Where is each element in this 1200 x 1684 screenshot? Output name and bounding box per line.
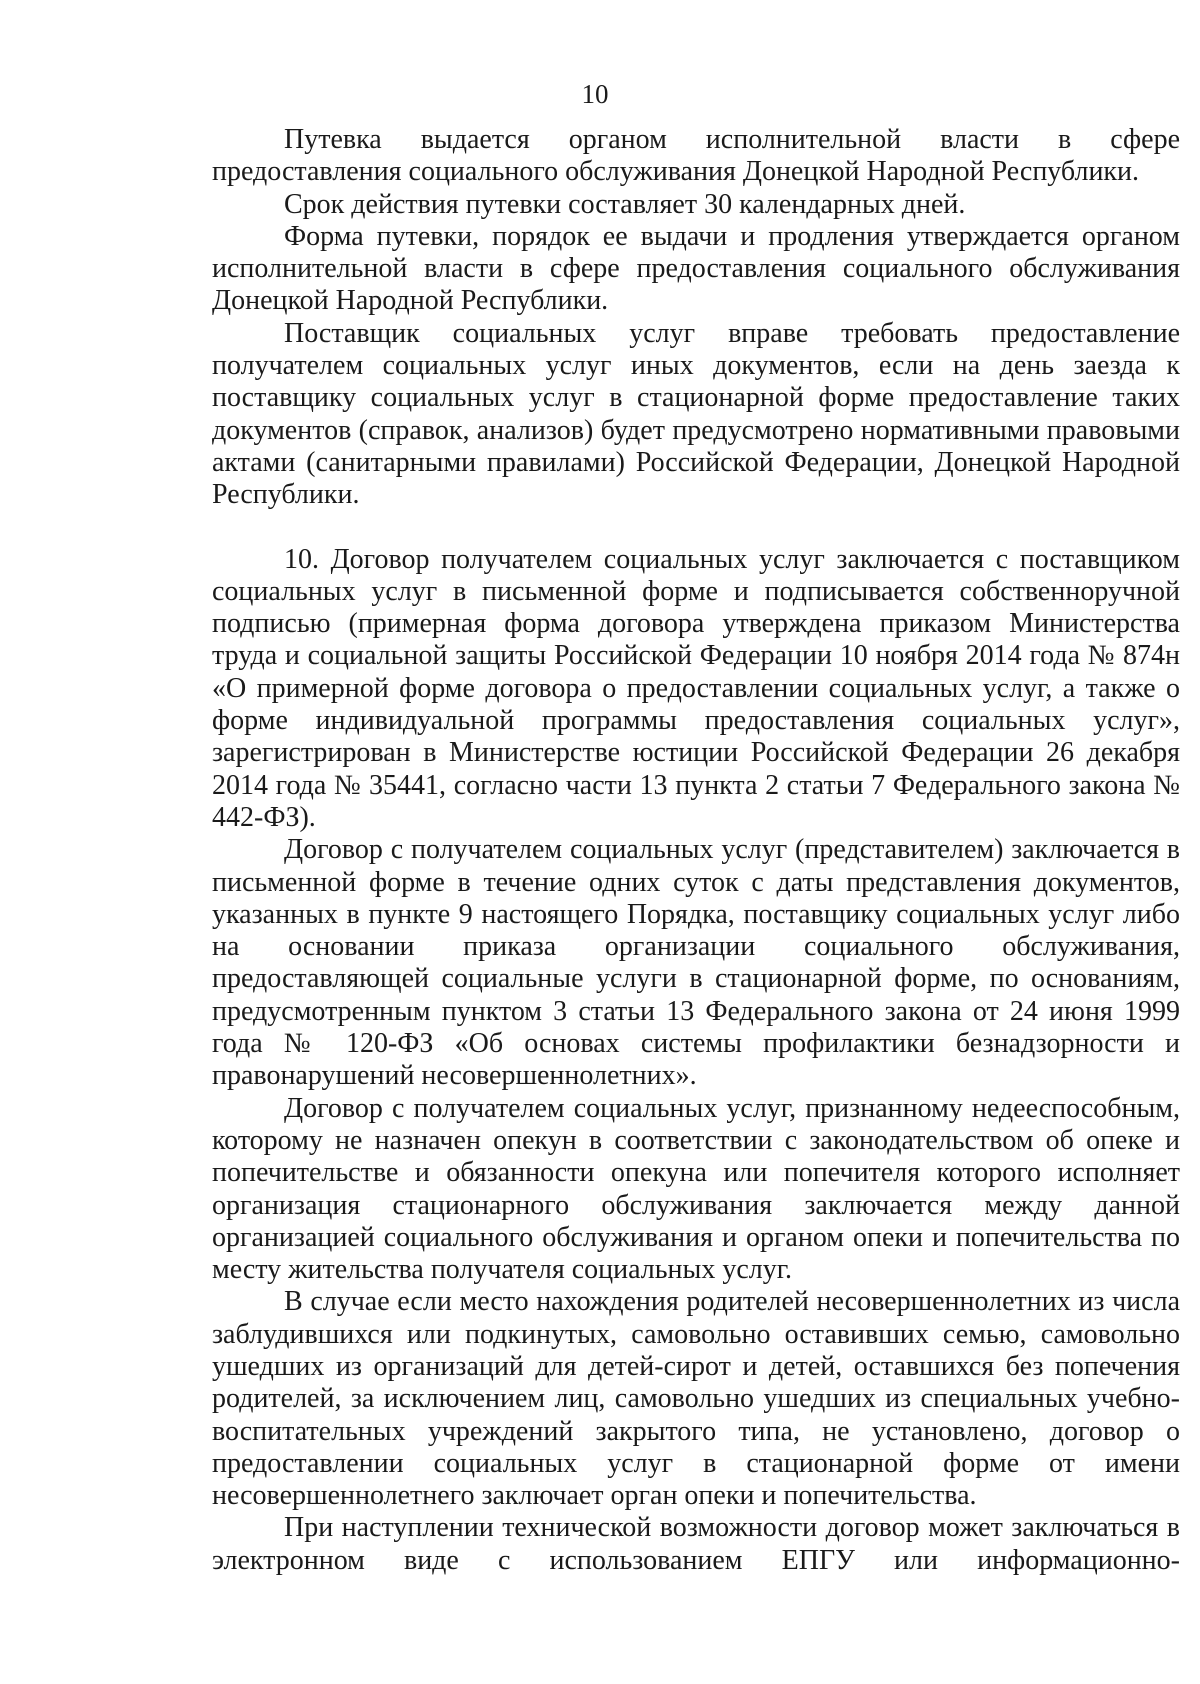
paragraph-section-10-contract: 10. Договор получателем социальных услуг заключается с поставщиком социальных услуг в письменной форме и подписывается собственноручной подписью (примерная форма договора утверждена приказом Министерства труда и социальной защиты Российской Федерации 10 ноября 2014 года № 874н «О примерной форме договора о предоставлении социальных услуг, а также о форме индивидуальной программы предоставления социальных услуг», зарегистрирован в Министерстве юстиции Российской Федерации 26 декабря 2014 года № 35441, согласно части 13 пункта 2 статьи 7 Федерального закона № 442-ФЗ). (212, 543, 1180, 833)
paragraph-electronic-contract: При наступлении технической возможности договор может заключаться в электронном виде с использованием ЕПГУ или информационно- (212, 1512, 1180, 1576)
page-number: 10 (581, 79, 609, 109)
paragraph-contract-representative: Договор с получателем социальных услуг (представителем) заключается в письменной форме в течение одних суток с даты представления документов, указанных в пункте 9 настоящего Порядка, поставщику социальных услуг либо на основании приказа организации социального обслуживания, предоставляющей социальные услуги в стационарной форме, по основаниям, предусмотренным пунктом 3 статьи 13 Федерального закона от 24 июня 1999 года № 120-ФЗ «Об основах системы профилактики безнадзорности и правонарушений несовершеннолетних». (212, 834, 1180, 1092)
paragraph-putevka-form: Форма путевки, порядок ее выдачи и продления утверждается органом исполнительной власти в сфере предоставления социального обслуживания Донецкой Народной Республики. (212, 220, 1180, 317)
paragraph-contract-minors: В случае если место нахождения родителей несовершеннолетних из числа заблудившихся или подкинутых, самовольно оставивших семью, самовольно ушедших из организаций для детей-сирот и детей, оставшихся без попечения родителей, за исключением лиц, самовольно ушедших из специальных учебно-воспитательных учреждений закрытого типа, не установлено, договор о предоставлении социальных услуг в стационарной форме от имени несовершеннолетнего заключает орган опеки и попечительства. (212, 1286, 1180, 1512)
paragraph-putevka-issuer: Путевка выдается органом исполнительной власти в сфере предоставления социального обслуживания Донецкой Народной Республики. (212, 124, 1180, 188)
paragraph-putevka-validity: Срок действия путевки составляет 30 календарных дней. (284, 188, 966, 220)
paragraph-additional-documents: Поставщик социальных услуг вправе требовать предоставление получателем социальных услуг иных документов, если на день заезда к поставщику социальных услуг в стационарной форме предоставление таких документов (справок, анализов) будет предусмотрено нормативными правовыми актами (санитарными правилами) Российской Федерации, Донецкой Народной Республики. (212, 317, 1180, 511)
paragraph-contract-incapacitated: Договор с получателем социальных услуг, признанному недееспособным, которому не назначен опекун в соответствии с законодательством об опеке и попечительстве и обязанности опекуна или попечителя которого исполняет организация стационарного обслуживания заключается между данной организацией социального обслуживания и органом опеки и попечительства по месту жительства получателя социальных услуг. (212, 1092, 1180, 1286)
document-body (212, 124, 1180, 1577)
